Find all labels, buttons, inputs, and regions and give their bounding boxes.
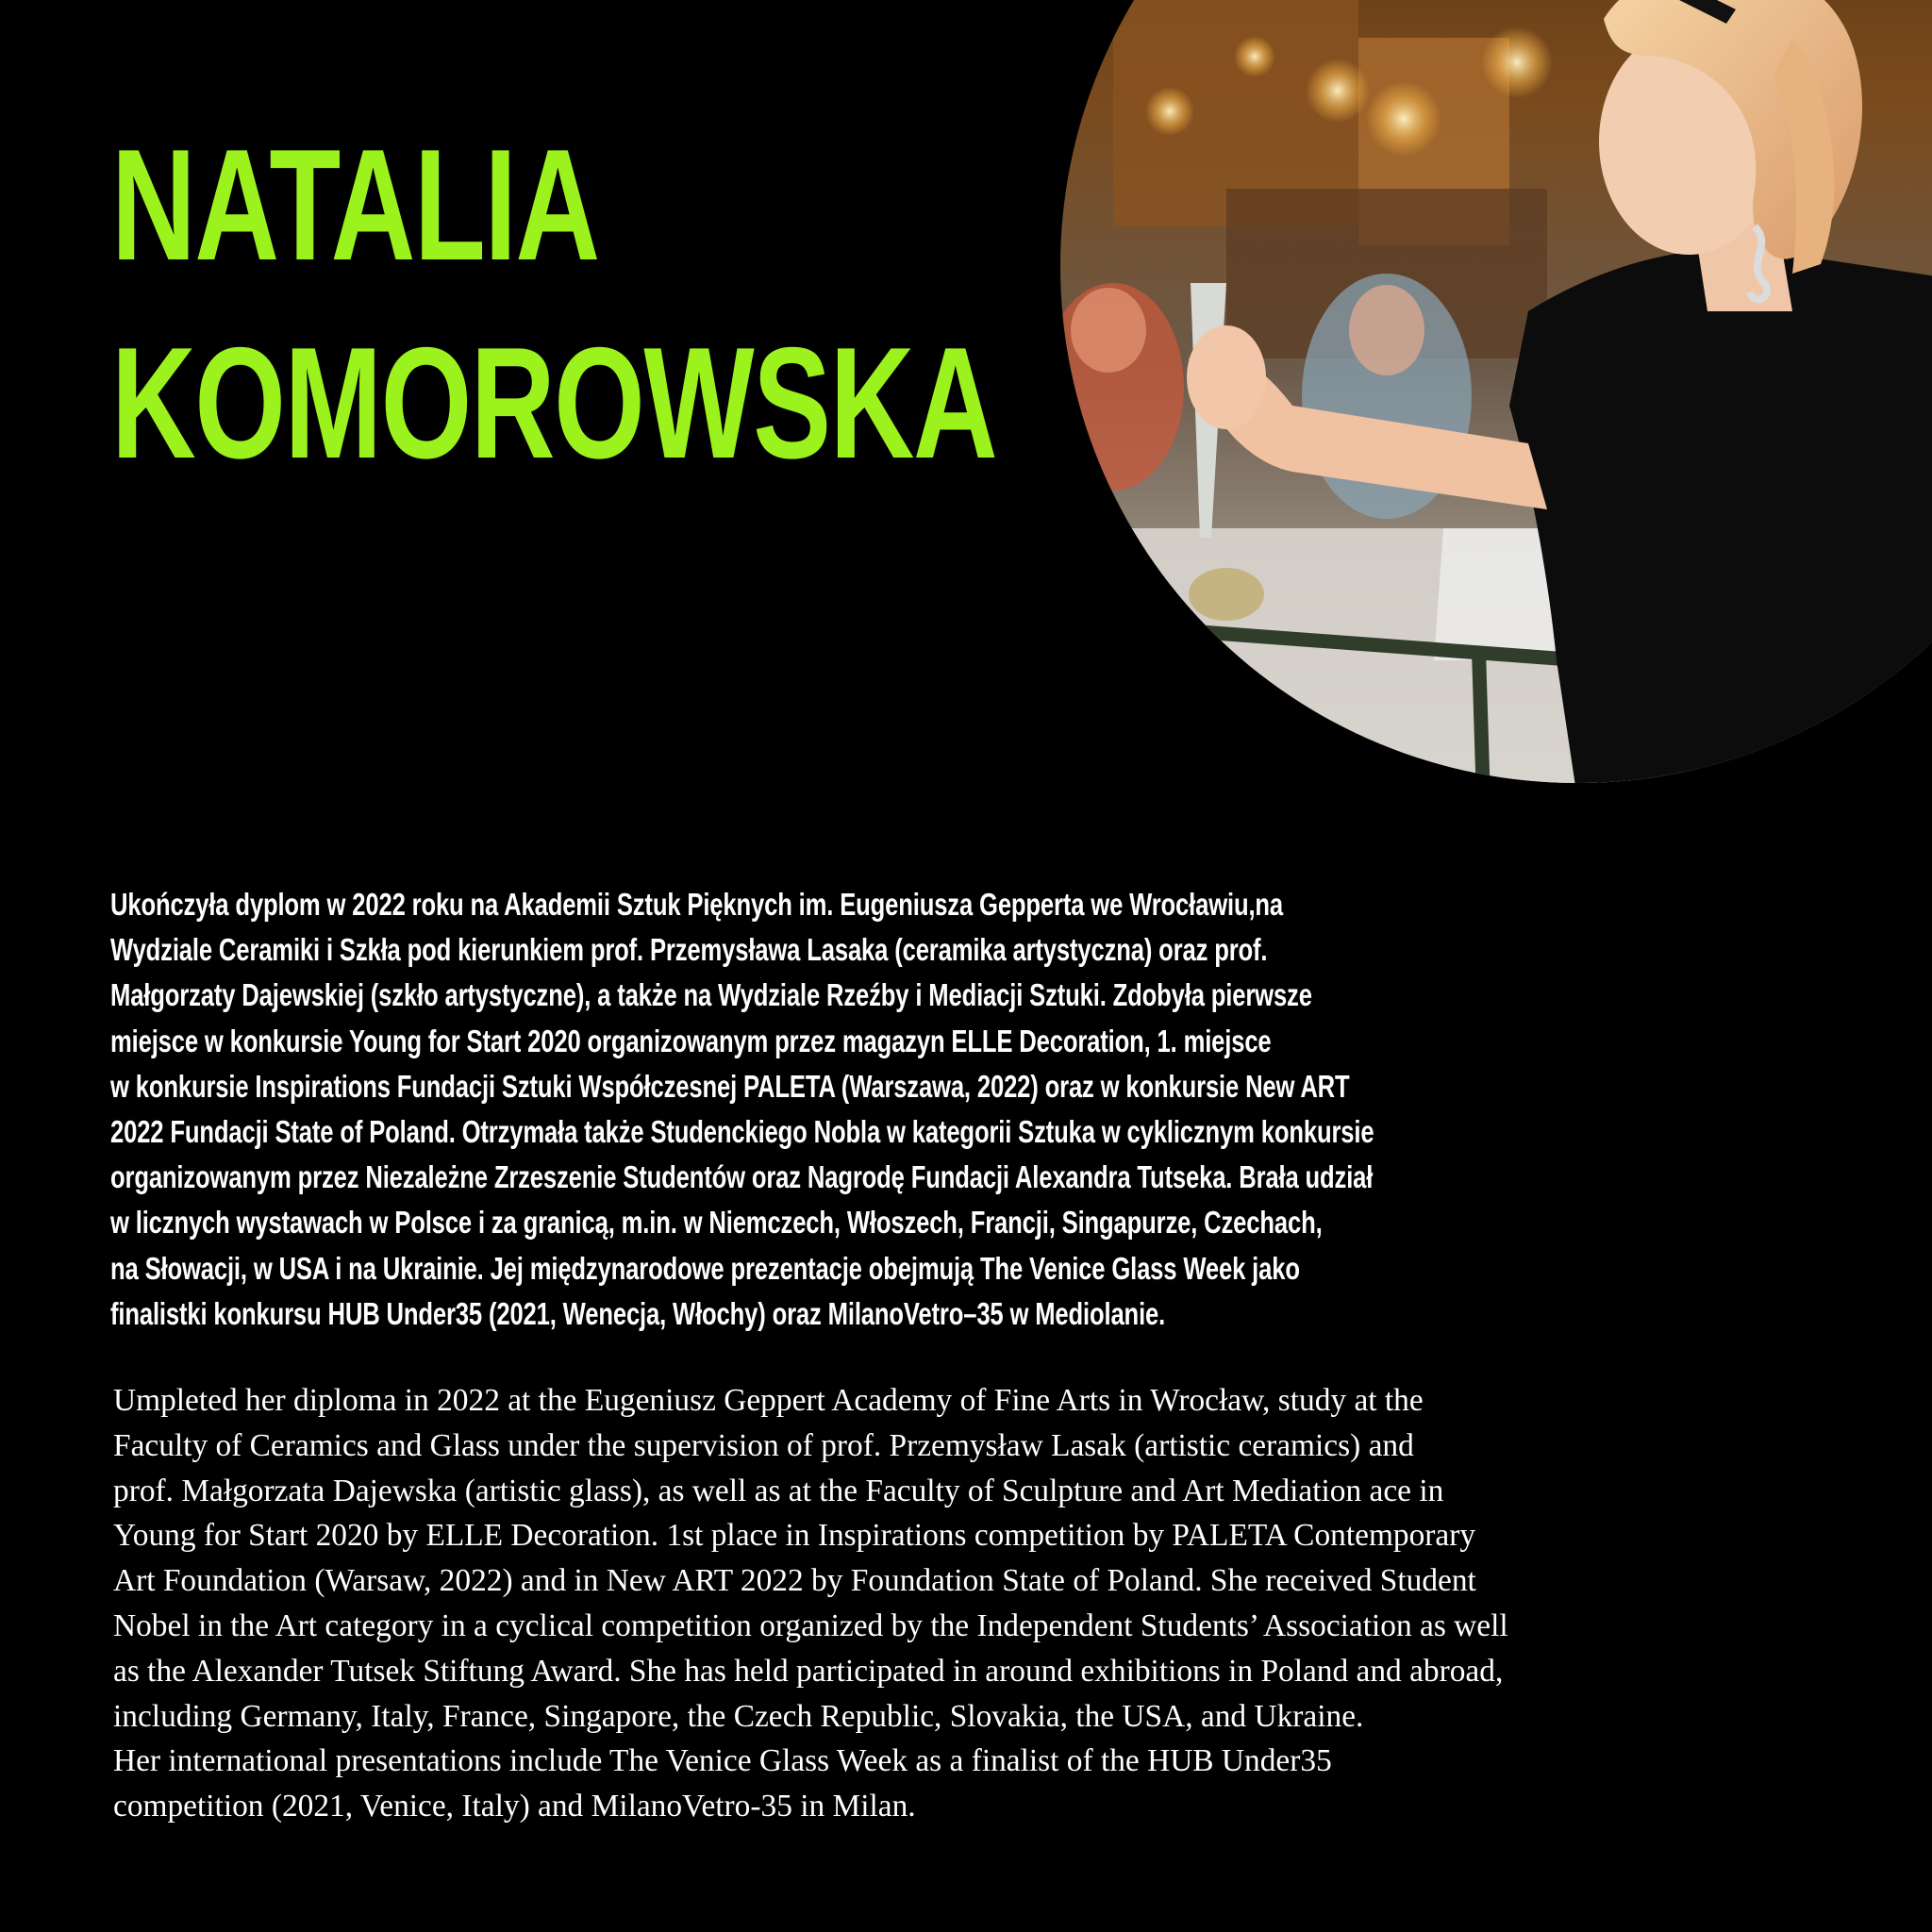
bio-pl-line: Ukończyła dyplom w 2022 roku na Akademii Sztuk Pięknych im. Eugeniusza Gepperta we Wrocławiu,na bbox=[110, 888, 1284, 923]
bio-en-line: including Germany, Italy, France, Singapore, the Czech Republic, Slovakia, the USA, and Ukraine. bbox=[113, 1698, 1364, 1734]
title-last-name: KOMOROWSKA bbox=[111, 314, 997, 491]
bio-pl-line: miejsce w konkursie Young for Start 2020 organizowanym przez magazyn ELLE Decoration, 1. miejsce bbox=[110, 1024, 1272, 1059]
bio-en-line: Umpleted her diploma in 2022 at the Eugeniusz Geppert Academy of Fine Arts in Wrocław, study at the bbox=[113, 1383, 1424, 1418]
bio-en-line: Her international presentations include The Venice Glass Week as a finalist of the HUB Under35 bbox=[113, 1743, 1332, 1779]
bio-en-line: Young for Start 2020 by ELLE Decoration. 1st place in Inspirations competition by PALETA Contemporary bbox=[113, 1518, 1476, 1554]
bio-pl-line: Małgorzaty Dajewskiej (szkło artystyczne), a także na Wydziale Rzeźby i Mediacji Sztuki. Zdobyła pierwsze bbox=[110, 978, 1312, 1014]
bio-pl-line: 2022 Fundacji State of Poland. Otrzymała także Studenckiego Nobla w kategorii Sztuka w cyklicznym konkursie bbox=[110, 1115, 1374, 1151]
bio-pl-line: w licznych wystawach w Polsce i za granicą, m.in. w Niemczech, Włoszech, Francji, Singapurze, Czechach, bbox=[110, 1206, 1323, 1241]
bio-en-line: Faculty of Ceramics and Glass under the supervision of prof. Przemysław Lasak (artistic ceramics) and bbox=[113, 1427, 1414, 1463]
bio-pl-line: finalistki konkursu HUB Under35 (2021, Wenecja, Włochy) oraz MilanoVetro–35 w Mediolanie. bbox=[110, 1296, 1166, 1332]
title-first-name: NATALIA bbox=[111, 116, 599, 293]
bio-pl-line: na Słowacji, w USA i na Ukrainie. Jej międzynarodowe prezentacje obejmują The Venice Glass Week jako bbox=[110, 1251, 1300, 1287]
bio-pl-line: w konkursie Inspirations Fundacji Sztuki Współczesnej PALETA (Warszawa, 2022) oraz w konkursie New ART bbox=[110, 1069, 1350, 1105]
bio-pl-line: organizowanym przez Niezależne Zrzeszenie Studentów oraz Nagrodę Fundacji Alexandra Tutseka. Brała udział bbox=[110, 1160, 1374, 1196]
bio-en-line: prof. Małgorzata Dajewska (artistic glass), as well as at the Faculty of Sculpture and Art Mediation ace in bbox=[113, 1473, 1444, 1508]
bio-polish bbox=[110, 883, 1810, 1338]
bio-en-line: as the Alexander Tutsek Stiftung Award. She has held participated in around exhibitions in Poland and abroad, bbox=[113, 1653, 1504, 1689]
artist-name-title bbox=[111, 106, 996, 502]
bio-en-line: competition (2021, Venice, Italy) and MilanoVetro-35 in Milan. bbox=[113, 1789, 916, 1824]
bio-english bbox=[113, 1378, 1858, 1829]
bio-pl-line: Wydziale Ceramiki i Szkła pod kierunkiem prof. Przemysława Lasaka (ceramika artystyczna) oraz prof. bbox=[110, 933, 1268, 969]
bio-en-line: Nobel in the Art category in a cyclical competition organized by the Independent Students’ Association as well bbox=[113, 1607, 1508, 1643]
bio-en-line: Art Foundation (Warsaw, 2022) and in New ART 2022 by Foundation State of Poland. She received Student bbox=[113, 1563, 1476, 1599]
